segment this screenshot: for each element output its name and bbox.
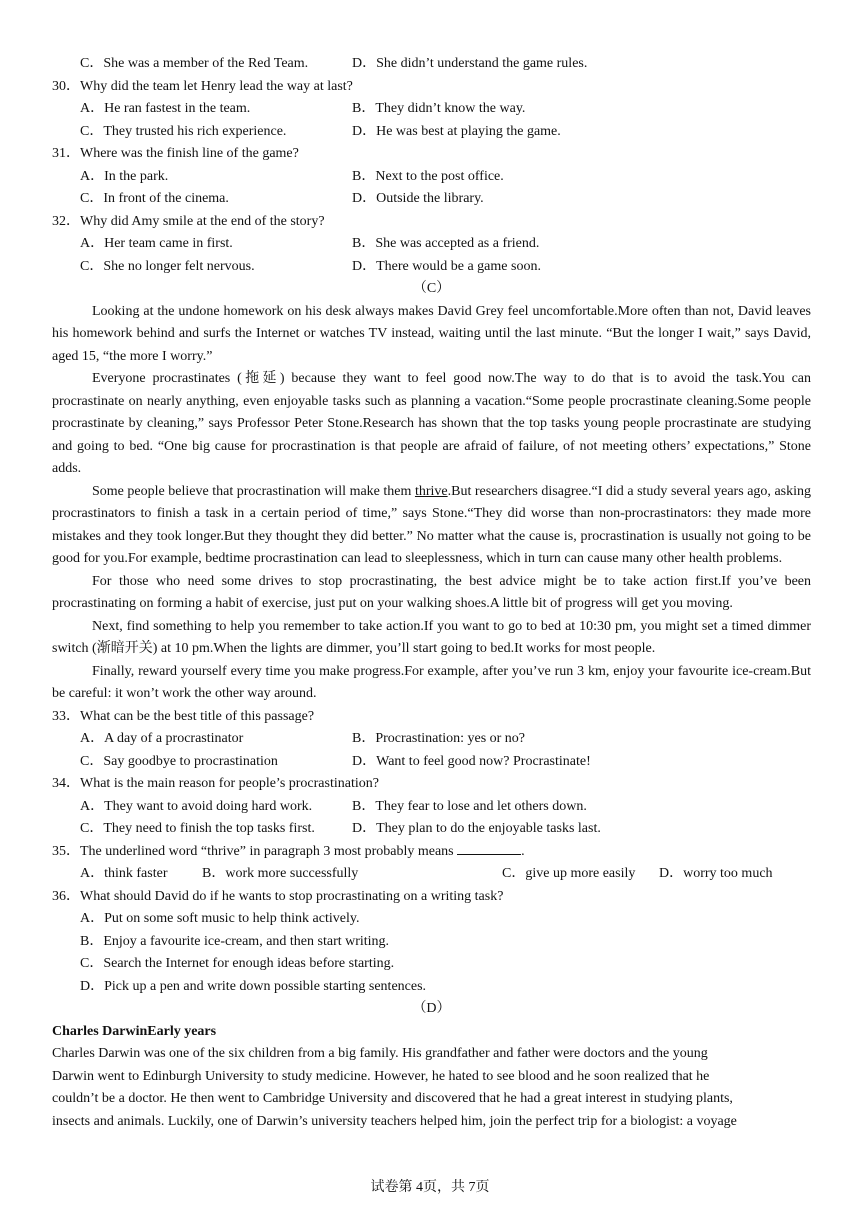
passage-d-line-1: Charles Darwin was one of the six children from a big family. His grandfather and father were doctors and the young (52, 1046, 708, 1061)
option-d: D．Want to feel good now? Procrastinate! (352, 753, 591, 769)
q30-question: 30．Why did the team let Henry lead the way at last? (52, 78, 353, 94)
option-d: D．worry too much (659, 866, 773, 881)
option-b: B．work more successfully (202, 866, 359, 881)
passage-c-paragraph-3 (52, 481, 811, 571)
section-d-heading: （D） (412, 1001, 451, 1016)
option-c: C．give up more easily (502, 866, 636, 881)
q35-question (52, 841, 811, 864)
paragraph-3-rest: .But researchers disagree.“I did a study several years ago, asking procrastinators to finish a task in a certain period of time,” says Stone.“They did worse than non-procrastinators: they made more mistakes and they took longer.But they thought they did better.” No matter what the cause is, procrastination is usually not going to be good for you.For example, bedtime procrastination can lead to sleeplessness, which in turn can cause many other health problems. (52, 483, 811, 566)
answer-blank (457, 842, 521, 855)
option-c: C．Search the Internet for enough ideas before starting. (80, 956, 395, 971)
section-c-heading: （C） (412, 281, 451, 296)
option-b: B．Procrastination: yes or no? (352, 731, 526, 746)
exam-page (52, 53, 811, 1133)
q34-options-ab (52, 796, 811, 819)
option-c: C．Say goodbye to procrastination (80, 753, 278, 769)
q32-options-cd (52, 256, 811, 279)
option-d: D．They plan to do the enjoyable tasks last. (352, 821, 601, 836)
option-d: D．She didn’t understand the game rules. (352, 56, 588, 71)
page-footer: 试卷第 4页，共 7页 (370, 1180, 490, 1195)
underlined-word-thrive: thrive (414, 483, 448, 499)
option-d: D．Pick up a pen and write down possible starting sentences. (80, 978, 427, 994)
passage-c-paragraph-2: Everyone procrastinates (拖延) because they want to feel good now.The way to do that is to avoid the task.You can procrastinate on nearly anything, even enjoyable tasks such as planning a vacation.“Some people procrastinate cleaning.Some people procrastinate by cleaning,” says Professor Peter Stone.Research has shown that the top tasks young people procrastinate are studying and going to bed. “One big cause for procrastination is that people are afraid of failure, of not meeting others’ expectations,” Stone adds. (52, 371, 811, 476)
q35-end: . (521, 843, 525, 859)
option-d: D．Outside the library. (352, 191, 484, 206)
option-c: C．She no longer felt nervous. (80, 258, 255, 274)
passage-c-paragraph-6: Finally, reward yourself every time you make progress.For example, after you’ve run 3 km, enjoy your favourite ice-cream.But be careful: it won’t work the other way around. (52, 663, 811, 701)
option-a: A．They want to avoid doing hard work. (80, 798, 313, 814)
q35-options (52, 863, 811, 886)
option-d: D．He was best at playing the game. (352, 123, 561, 139)
q30-options-cd (52, 121, 811, 144)
paragraph-3-start: Some people believe that procrastination will make them (92, 483, 415, 499)
q33-question: 33．What can be the best title of this passage? (52, 708, 315, 724)
passage-d-line-4: insects and animals. Luckily, one of Darwin’s university teachers helped him, join the perfect trip for a biologist: a voyage (52, 1113, 737, 1129)
passage-d-line-3: couldn’t be a doctor. He then went to Cambridge University and discovered that he had a great interest in studying plants, (52, 1091, 733, 1106)
q31-options-cd (52, 188, 811, 211)
option-b: B．They fear to lose and let others down. (352, 798, 587, 814)
option-c: C．They need to finish the top tasks first. (80, 821, 315, 836)
q33-options-cd (52, 751, 811, 774)
q35-text: 35．The underlined word “thrive” in paragraph 3 most probably means (52, 843, 454, 859)
q29-options-cd (52, 53, 811, 76)
q31-options-ab (52, 166, 811, 189)
option-b: B．They didn’t know the way. (352, 101, 526, 116)
passage-c-paragraph-4: For those who need some drives to stop procrastinating, the best advice might be to take action first.If you’ve been procrastinating on forming a habit of exercise, just put on your walking shoes.A little bit of progress will get you moving. (52, 573, 811, 611)
q32-question: 32．Why did Amy smile at the end of the story? (52, 213, 325, 229)
q34-question: 34．What is the main reason for people’s procrastination? (52, 776, 379, 791)
option-c: C．She was a member of the Red Team. (80, 56, 309, 71)
option-b: B．Enjoy a favourite ice-cream, and then start writing. (80, 933, 390, 949)
option-a: A．Her team came in first. (80, 236, 233, 251)
q33-options-ab (52, 728, 811, 751)
option-c: C．In front of the cinema. (80, 191, 229, 206)
q34-options-cd (52, 818, 811, 841)
passage-d-line-2: Darwin went to Edinburgh University to study medicine. However, he hated to see blood and he soon realized that he (52, 1068, 710, 1084)
q32-options-ab (52, 233, 811, 256)
option-c: C．They trusted his rich experience. (80, 123, 287, 139)
passage-d-title: Charles DarwinEarly years (52, 1023, 217, 1039)
option-a: A．He ran fastest in the team. (80, 101, 251, 116)
option-d: D．There would be a game soon. (352, 258, 541, 274)
option-a: A．Put on some soft music to help think actively. (80, 911, 360, 926)
q30-options-ab (52, 98, 811, 121)
option-b: B．She was accepted as a friend. (352, 236, 540, 251)
q36-question: 36．What should David do if he wants to stop procrastinating on a writing task? (52, 888, 504, 904)
option-a: A．In the park. (80, 168, 169, 184)
option-a: A．think faster (80, 866, 168, 881)
passage-c-paragraph-1: Looking at the undone homework on his desk always makes David Grey feel uncomfortable.More often than not, David leaves his homework behind and surfs the Internet or watches TV instead, waiting until the last minute. “But the longer I wait,” says David, aged 15, “the more I worry.” (52, 303, 811, 364)
q31-question: 31．Where was the finish line of the game? (52, 146, 299, 161)
option-b: B．Next to the post office. (352, 168, 504, 184)
passage-c-paragraph-5: Next, find something to help you remember to take action.If you want to go to bed at 10:30 pm, you might set a timed dimmer switch (渐暗开关) at 10 pm.When the lights are dimmer, you’ll start going to bed.It works for most people. (52, 618, 811, 656)
option-a: A．A day of a procrastinator (80, 731, 244, 746)
